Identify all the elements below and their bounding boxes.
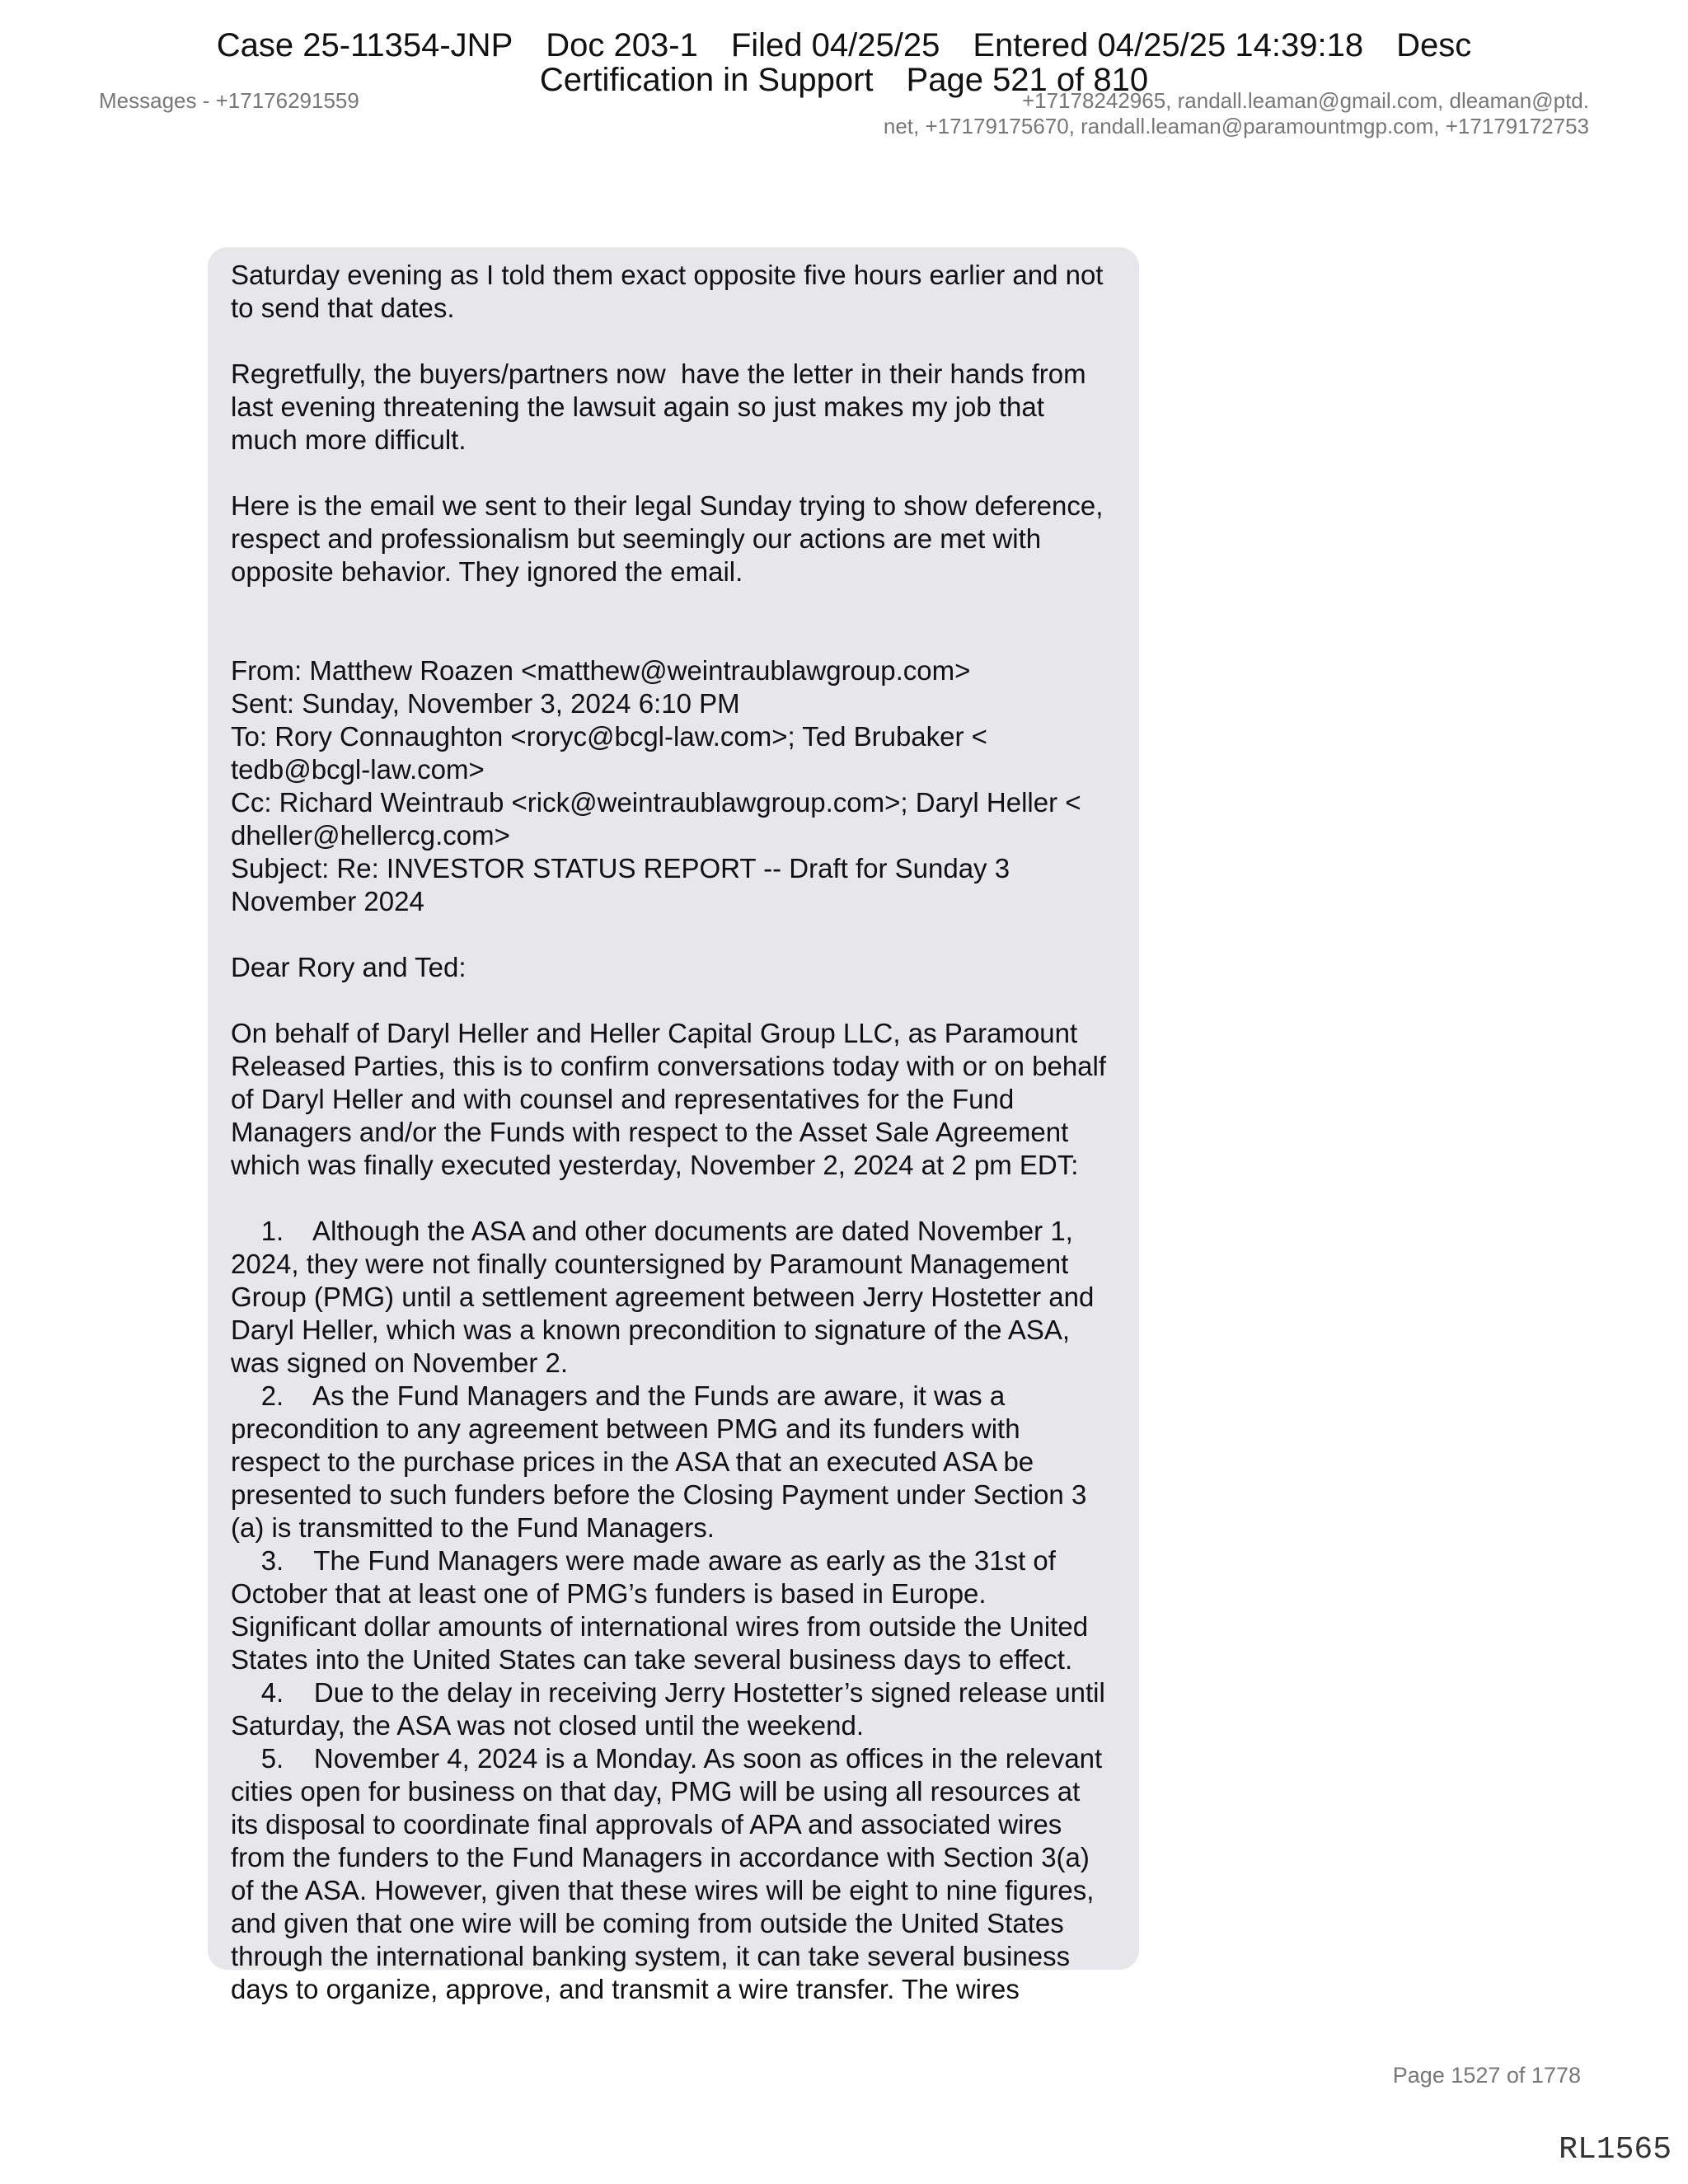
messages-thread-title: Messages - +17176291559 xyxy=(99,88,359,113)
participants-line-2: net, +17179175670, randall.leaman@paramountmgp.com, +17179172753 xyxy=(883,114,1589,138)
list-item-2: 2. As the Fund Managers and the Funds are aware, it was a precondition to any agreement between PMG and its funders with respect to the purchase prices in the ASA that an executed ASA be presented to such funders before the Closing Payment under Section 3 (a) is transmitted to the Fund Managers. xyxy=(231,1380,1087,1543)
desc-label: Desc xyxy=(1396,27,1472,63)
list-item-5: 5. November 4, 2024 is a Monday. As soon as offices in the relevant cities open for business on that day, PMG will be using all resources at its disposal to coordinate final approvals of APA and associated wires from the funders to the Fund Managers in accordance with Section 3(a) of the ASA. However, given that these wires will be eight to nine figures, and given that one wire will be coming from outside the United States through the international banking system, it can take several business days to organize, approve, and transmit a wire transfer. The wires xyxy=(231,1743,1103,2004)
message-paragraph-2: Regretfully, the buyers/partners now have the letter in their hands from last evening threatening the lawsuit again so just makes my job that much more difficult. xyxy=(231,359,1086,455)
message-body xyxy=(231,259,1121,2006)
list-item-1: 1. Although the ASA and other documents are dated November 1, 2024, they were not finally countersigned by Paramount Management Group (PMG) until a settlement agreement between Jerry Hostetter and Daryl Heller, which was a known precondition to signature of the ASA, was signed on November 2. xyxy=(231,1216,1095,1378)
message-paragraph-1: Saturday evening as I told them exact opposite five hours earlier and not to send that dates. xyxy=(231,260,1104,323)
message-paragraph-3: Here is the email we sent to their legal Sunday trying to show deference, respect and professionalism but seemingly our actions are met with opposite behavior. They ignored the email. xyxy=(231,490,1104,587)
document-page-number: Page 1527 of 1778 xyxy=(1392,2063,1581,2088)
certification-label: Certification in Support xyxy=(539,62,874,98)
doc-number: Doc 203-1 xyxy=(546,27,698,63)
email-header-block: From: Matthew Roazen <matthew@weintraublawgroup.com> Sent: Sunday, November 3, 2024 6:10 PM To: Rory Connaughton <roryc@bcgl-law.com>; Ted Brubaker < tedb@bcgl-law.com> Cc: Richard Weintraub <rick@weintraublawgroup.com>; Daryl Heller < dheller@hellercg.com> Subject: Re: INVESTOR STATUS REPORT -- Draft for Sunday 3 November 2024 xyxy=(231,655,1081,916)
case-number: Case 25-11354-JNP xyxy=(216,27,513,63)
bates-number: RL1565 xyxy=(1559,2132,1672,2168)
filed-date: Filed 04/25/25 xyxy=(730,27,940,63)
list-item-4: 4. Due to the delay in receiving Jerry Hostetter’s signed release until Saturday, the ASA was not closed until the weekend. xyxy=(231,1677,1105,1741)
court-filing-header xyxy=(0,28,1688,97)
filing-page-number: Page 521 of 810 xyxy=(906,62,1149,98)
messages-participants xyxy=(847,88,1589,139)
email-salutation: Dear Rory and Ted: xyxy=(231,952,467,982)
participants-line-1: +17178242965, randall.leaman@gmail.com, dleaman@ptd. xyxy=(1021,88,1589,113)
entered-date: Entered 04/25/25 14:39:18 xyxy=(973,27,1364,63)
list-item-3: 3. The Fund Managers were made aware as early as the 31st of October that at least one of PMG’s funders is based in Europe. Significant dollar amounts of international wires from outside the United States into the United States can take several business days to effect. xyxy=(231,1545,1089,1675)
email-intro: On behalf of Daryl Heller and Heller Capital Group LLC, as Paramount Released Parties, this is to confirm conversations today with or on behalf of Daryl Heller and with counsel and representatives for the Fund Managers and/or the Funds with respect to the Asset Sale Agreement which was finally executed yesterday, November 2, 2024 at 2 pm EDT: xyxy=(231,1018,1107,1180)
